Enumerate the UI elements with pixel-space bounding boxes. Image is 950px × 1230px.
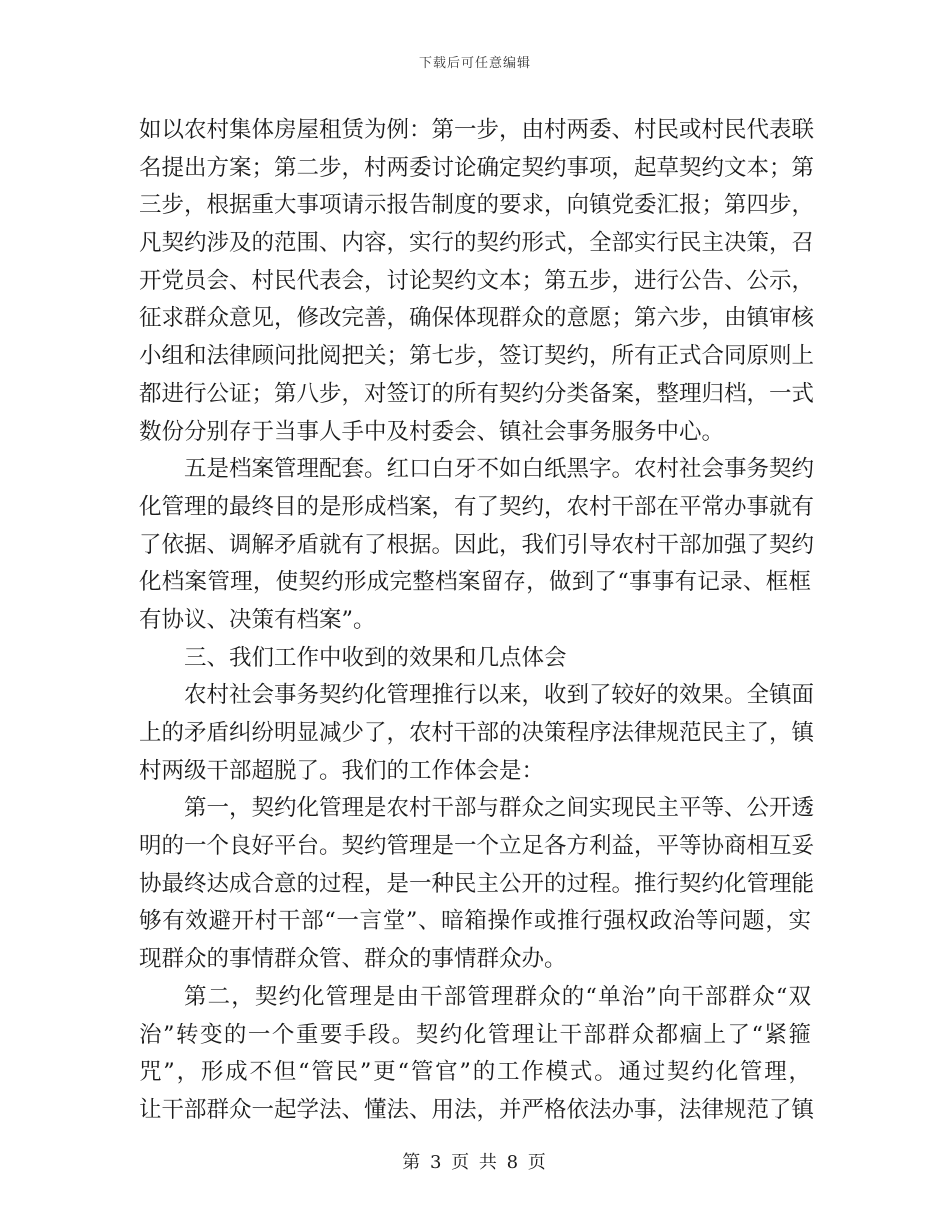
paragraph-start-line: 农村社会事务契约化管理推行以来，收到了较好的效果。全镇面 bbox=[184, 682, 815, 709]
text-line: 明的一个良好平台。契约管理是一个立足各方利益，平等协商相互妥 bbox=[139, 833, 815, 860]
paragraph-start-line: 第一，契约化管理是农村干部与群众之间实现民主平等、公开透 bbox=[184, 795, 815, 822]
paragraph-start-line: 五是档案管理配套。红口白牙不如白纸黑字。农村社会事务契约 bbox=[184, 456, 815, 483]
text-line: 协最终达成合意的过程，是一种民主公开的过程。推行契约化管理能 bbox=[139, 870, 815, 897]
text-line: 化管理的最终目的是形成档案，有了契约，农村干部在平常办事就有 bbox=[139, 493, 815, 520]
text-line: 让干部群众一起学法、懂法、用法，并严格依法办事，法律规范了镇 bbox=[139, 1096, 815, 1123]
text-line: 上的矛盾纠纷明显减少了，农村干部的决策程序法律规范民主了，镇 bbox=[139, 720, 815, 746]
text-line: 开党员会、村民代表会，讨论契约文本；第五步，进行公告、公示， bbox=[139, 267, 815, 294]
text-line: 如以农村集体房屋租赁为例：第一步，由村两委、村民或村民代表联 bbox=[139, 117, 815, 143]
text-line: 够有效避开村干部“一言堂”、暗箱操作或推行强权政治等问题，实 bbox=[139, 908, 811, 935]
page-number: 第 3 页 共 8 页 bbox=[402, 1152, 548, 1173]
text-line: 有协议、决策有档案”。 bbox=[139, 606, 376, 633]
text-line: 化档案管理，使契约形成完整档案留存，做到了“事事有记录、框框 bbox=[139, 569, 811, 596]
text-line: 了依据、调解矛盾就有了根据。因此，我们引导农村干部加强了契约 bbox=[139, 531, 815, 558]
text-line: 数份分别存于当事人手中及村委会、镇社会事务服务中心。 bbox=[139, 418, 725, 445]
text-line: 治”转变的一个重要手段。契约化管理让干部群众都痼上了“紧箍 bbox=[139, 1021, 811, 1048]
text-line: 小组和法律顾问批阅把关；第七步，签订契约，所有正式合同原则上 bbox=[139, 343, 815, 370]
text-line: 三步，根据重大事项请示报告制度的要求，向镇党委汇报；第四步， bbox=[139, 192, 815, 219]
text-line: 凡契约涉及的范围、内容，实行的契约形式，全部实行民主决策，召 bbox=[139, 230, 815, 257]
text-line: 都进行公证；第八步，对签订的所有契约分类备案，整理归档，一式 bbox=[139, 380, 815, 407]
paragraph-start-line: 第二，契约化管理是由干部管理群众的“单治”向干部群众“双 bbox=[184, 983, 811, 1010]
text-line: 名提出方案；第二步，村两委讨论确定契约事项，起草契约文本；第 bbox=[139, 154, 815, 181]
text-line: 现群众的事情群众管、群众的事情群众办。 bbox=[139, 946, 567, 973]
text-line: 征求群众意见，修改完善，确保体现群众的意愿；第六步，由镇审核 bbox=[139, 305, 815, 332]
text-line: 咒”，形成不但“管民”更“管官”的工作模式。通过契约化管理， bbox=[139, 1059, 811, 1086]
section-heading: 三、我们工作中收到的效果和几点体会 bbox=[184, 644, 567, 671]
document-body bbox=[139, 112, 815, 1130]
page-header: 下载后可任意编辑 bbox=[418, 56, 531, 71]
text-line: 村两级干部超脱了。我们的工作体会是： bbox=[139, 757, 545, 784]
